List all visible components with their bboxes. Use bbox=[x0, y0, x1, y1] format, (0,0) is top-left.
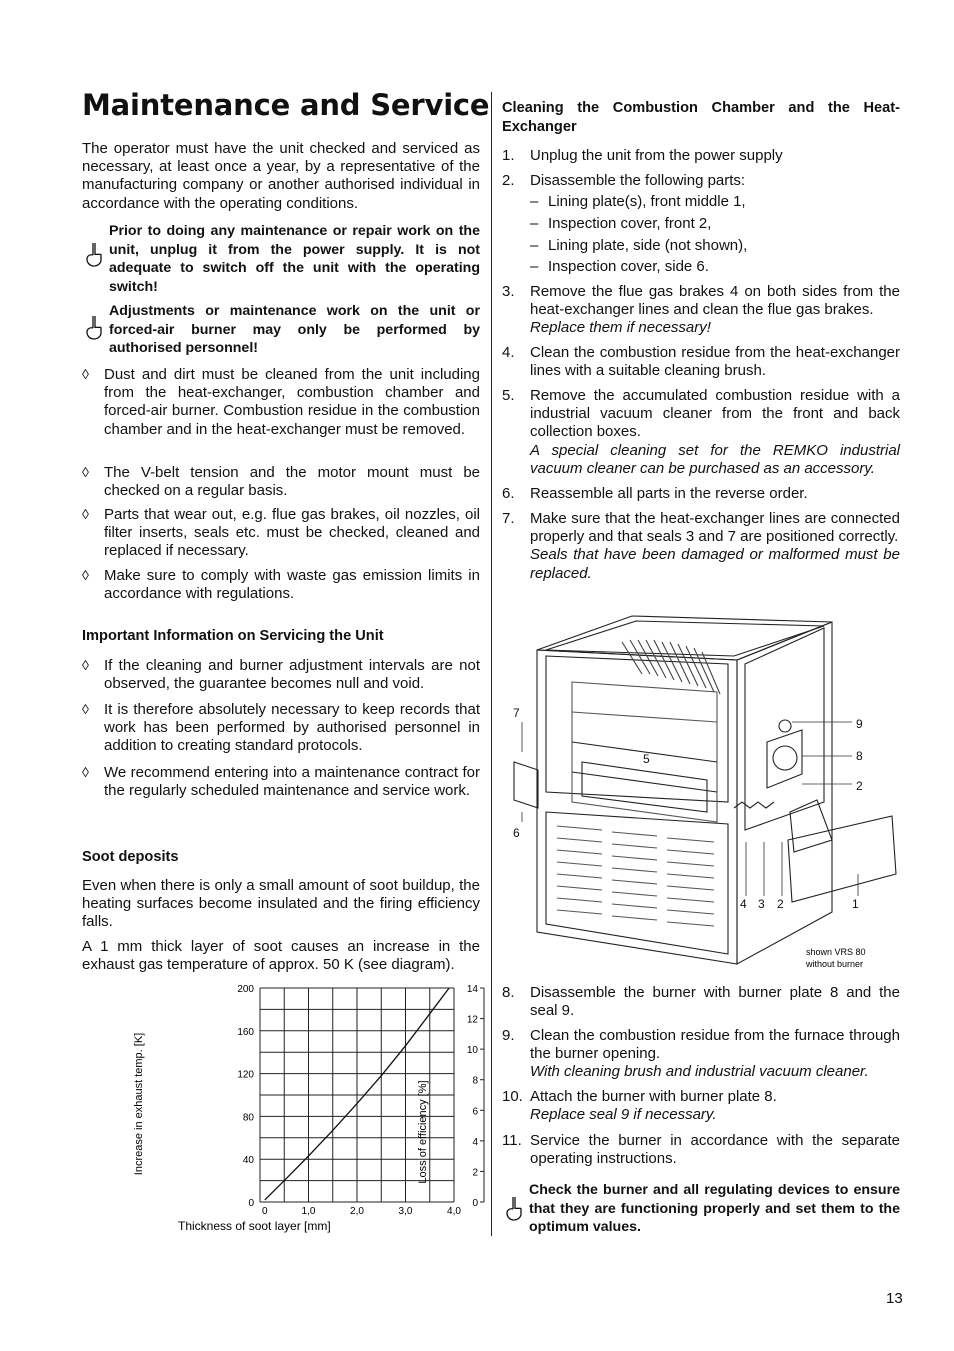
soot-heading: Soot deposits bbox=[82, 849, 179, 865]
list-item bbox=[530, 215, 711, 232]
list-item bbox=[502, 1132, 900, 1168]
list-item bbox=[82, 366, 480, 439]
bullet-marker: ◊ bbox=[82, 506, 89, 522]
side-inspection-cover bbox=[514, 762, 538, 808]
step-text: Disassemble the burner with burner plate 8 and the seal 9. bbox=[530, 984, 900, 1020]
callout-8: 8 bbox=[856, 749, 863, 763]
bullet-marker: ◊ bbox=[82, 366, 89, 382]
chart-xtick-label: 1,0 bbox=[301, 1206, 316, 1217]
step-number: 2. bbox=[502, 172, 515, 189]
step-text: Attach the burner with burner plate 8. bbox=[530, 1088, 777, 1105]
bullet-text: Make sure to comply with waste gas emission limits in accordance with regulations. bbox=[104, 567, 480, 603]
list-item bbox=[502, 387, 900, 478]
step-text: Make sure that the heat-exchanger lines are connected properly and that seals 3 and 7 are positioned correctly. bbox=[530, 510, 900, 546]
bullet-text: We recommend entering into a maintenance contract for the regularly scheduled maintenance and service work. bbox=[104, 764, 480, 800]
chart-y2tick-label: 10 bbox=[466, 1045, 478, 1057]
list-item bbox=[530, 237, 747, 254]
list-item bbox=[502, 283, 900, 338]
list-item bbox=[82, 567, 480, 603]
intro-paragraph: The operator must have the unit checked and serviced as necessary, at least once a year, by a representative of the manufacturing company or another authorised individual in accordance with the operating conditions. bbox=[82, 140, 480, 212]
dash-marker: – bbox=[530, 193, 539, 210]
list-item bbox=[502, 1088, 900, 1124]
list-item bbox=[502, 510, 900, 583]
page-number: 13 bbox=[886, 1290, 903, 1307]
chart-xlabel: Thickness of soot layer [mm] bbox=[178, 1219, 331, 1233]
step-number: 10. bbox=[502, 1088, 523, 1105]
chart-ylabel: Increase in exhaust temp. [K] bbox=[133, 1032, 145, 1176]
step-text: Service the burner in accordance with the separate operating instructions. bbox=[530, 1132, 900, 1168]
step-number: 11. bbox=[502, 1132, 522, 1149]
chart-xtick-label: 2,0 bbox=[350, 1206, 364, 1217]
bullet-text: The V-belt tension and the motor mount must be checked on a regular basis. bbox=[104, 464, 480, 500]
chart-y2tick-label: 2 bbox=[472, 1167, 478, 1179]
step-text: Reassemble all parts in the reverse order. bbox=[530, 485, 808, 502]
step-text: Disassemble the following parts: bbox=[530, 172, 746, 189]
pointing-hand-icon bbox=[504, 1196, 524, 1222]
warning-note-authorised: Adjustments or maintenance work on the unit or forced-air burner may only be performed by authorised personnel! bbox=[109, 303, 480, 357]
chart-ytick-label: 0 bbox=[248, 1198, 254, 1209]
warning-note-unplug: Prior to doing any maintenance or repair work on the unit, unplug it from the power supply. It is not adequate to switch off the unit with the operating switch! bbox=[109, 223, 480, 295]
step-number: 8. bbox=[502, 984, 515, 1001]
dash-marker: – bbox=[530, 237, 539, 254]
step-text: Remove the accumulated combustion residue with a industrial vacuum cleaner from the front and back collection boxes. bbox=[530, 387, 900, 441]
part-text: Inspection cover, side 6. bbox=[548, 258, 709, 275]
chart-xtick-label: 4,0 bbox=[447, 1206, 461, 1217]
chart-ticks bbox=[237, 984, 484, 1217]
step-text: Unplug the unit from the power supply bbox=[530, 147, 783, 164]
front-lining-plate bbox=[788, 816, 896, 902]
chart-y2label: Loss of efficiency [%] bbox=[417, 1080, 429, 1184]
final-note: Check the burner and all regulating devices to ensure that they are functioning properly and set them to the optimum values. bbox=[529, 1182, 900, 1236]
list-item bbox=[502, 485, 900, 503]
chart-y2tick-label: 8 bbox=[472, 1075, 478, 1087]
step-note: Seals that have been damaged or malformed must be replaced. bbox=[530, 546, 900, 582]
figure-caption-line1: shown VRS 80 bbox=[806, 947, 866, 957]
step-text: Remove the flue gas brakes 4 on both sides from the heat-exchanger lines and clean the flue gas brakes. bbox=[530, 283, 900, 319]
step-note: Replace seal 9 if necessary. bbox=[530, 1106, 717, 1124]
step-text: Clean the combustion residue from the heat-exchanger lines with a suitable cleaning brush. bbox=[530, 344, 900, 380]
chart-ytick-label: 80 bbox=[242, 1112, 254, 1124]
list-item bbox=[82, 701, 480, 756]
step-note: With cleaning brush and industrial vacuum cleaner. bbox=[530, 1063, 869, 1081]
chart-ytick-label: 120 bbox=[237, 1069, 254, 1081]
chart-ytick-label: 40 bbox=[242, 1155, 254, 1167]
page-title: Maintenance and Service bbox=[82, 88, 490, 122]
bullet-text: Parts that wear out, e.g. flue gas brakes, oil nozzles, oil filter inserts, seals etc. must be checked, cleaned and replaced if necessary. bbox=[104, 506, 480, 560]
list-item bbox=[502, 984, 900, 1020]
step-number: 1. bbox=[502, 147, 515, 164]
chart-y2tick-label: 12 bbox=[466, 1014, 478, 1026]
figure-caption-line2: without burner bbox=[806, 959, 864, 969]
part-text: Lining plate, side (not shown), bbox=[548, 237, 748, 254]
step-number: 3. bbox=[502, 283, 515, 300]
cleaning-heading: Cleaning the Combustion Chamber and the Heat-Exchanger bbox=[502, 100, 900, 135]
pointing-hand-icon bbox=[84, 315, 104, 341]
step-note: Replace them if necessary! bbox=[530, 319, 711, 337]
callout-1: 1 bbox=[852, 897, 859, 911]
chart-ytick-label: 200 bbox=[237, 984, 254, 995]
servicing-heading: Important Information on Servicing the Unit bbox=[82, 628, 384, 644]
step-note: A special cleaning set for the REMKO industrial vacuum cleaner can be purchased as an accessory. bbox=[530, 441, 900, 477]
list-item bbox=[502, 147, 900, 165]
bullet-marker: ◊ bbox=[82, 464, 89, 480]
callout-5: 5 bbox=[643, 752, 650, 766]
list-item bbox=[502, 344, 900, 380]
step-number: 7. bbox=[502, 510, 515, 527]
part-text: Inspection cover, front 2, bbox=[548, 215, 712, 232]
bullet-marker: ◊ bbox=[82, 657, 89, 673]
chart-y2tick-label: 0 bbox=[472, 1198, 478, 1209]
list-item bbox=[82, 764, 480, 800]
step-number: 6. bbox=[502, 485, 515, 502]
part-text: Lining plate(s), front middle 1, bbox=[548, 193, 746, 210]
list-item bbox=[502, 172, 900, 190]
chart-xtick-label: 3,0 bbox=[398, 1206, 413, 1217]
bullet-text: It is therefore absolutely necessary to keep records that work has been performed by authorised personnel in addition to creating standard protocols. bbox=[104, 701, 480, 755]
step-number: 5. bbox=[502, 387, 515, 404]
step-number: 4. bbox=[502, 344, 515, 361]
chart-y2tick-label: 4 bbox=[472, 1136, 478, 1148]
chart-y2tick-label: 14 bbox=[466, 984, 478, 995]
bullet-marker: ◊ bbox=[82, 567, 89, 583]
soot-paragraph-2: A 1 mm thick layer of soot causes an increase in the exhaust gas temperature of approx. 50 K (see diagram). bbox=[82, 938, 480, 974]
callout-4: 4 bbox=[740, 897, 747, 911]
bullet-text: If the cleaning and burner adjustment intervals are not observed, the guarantee becomes null and void. bbox=[104, 657, 480, 693]
soot-paragraph-1: Even when there is only a small amount of soot buildup, the heating surfaces become insulated and the firing efficiency falls. bbox=[82, 877, 480, 931]
list-item bbox=[82, 657, 480, 693]
column-divider bbox=[491, 92, 492, 1236]
bullet-marker: ◊ bbox=[82, 701, 89, 717]
chart-xtick-label: 0 bbox=[262, 1206, 268, 1217]
callout-6: 6 bbox=[513, 826, 520, 840]
list-item bbox=[530, 258, 709, 275]
callout-2-bottom: 2 bbox=[777, 897, 784, 911]
list-item bbox=[82, 506, 480, 561]
list-item bbox=[82, 464, 480, 500]
step-number: 9. bbox=[502, 1027, 515, 1044]
step-text: Clean the combustion residue from the furnace through the burner opening. bbox=[530, 1027, 900, 1063]
dash-marker: – bbox=[530, 258, 539, 275]
list-item bbox=[502, 1027, 900, 1082]
callout-2: 2 bbox=[856, 779, 863, 793]
unit-illustration bbox=[502, 612, 900, 974]
soot-chart bbox=[130, 980, 490, 1240]
pointing-hand-icon bbox=[84, 242, 104, 268]
chart-ytick-label: 160 bbox=[237, 1026, 254, 1038]
bullet-marker: ◊ bbox=[82, 764, 89, 780]
bullet-text: Dust and dirt must be cleaned from the unit including from the heat-exchanger, combustion chamber and forced-air burner. Combustion residue in the combustion chamber and in the heat-exchanger must be removed. bbox=[104, 366, 480, 438]
callout-7: 7 bbox=[513, 706, 520, 720]
callout-3: 3 bbox=[758, 897, 765, 911]
list-item bbox=[530, 193, 746, 210]
callout-9: 9 bbox=[856, 717, 863, 731]
dash-marker: – bbox=[530, 215, 539, 232]
chart-y2tick-label: 6 bbox=[472, 1106, 478, 1118]
